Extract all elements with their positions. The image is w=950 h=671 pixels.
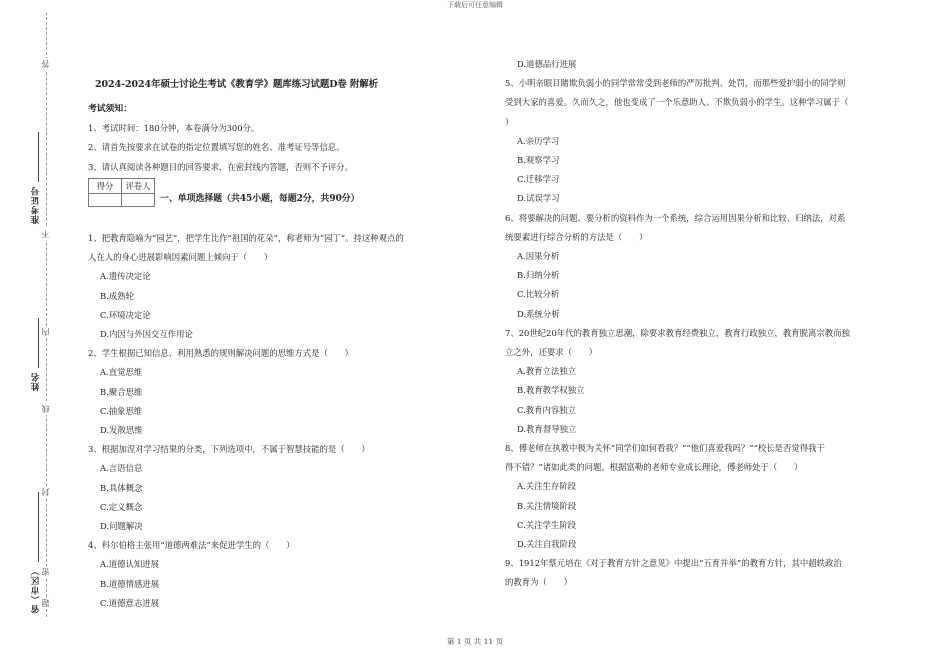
question-stem: 6、将要解决的问题、要分析的资料作为一个系统，综合运用因果分析和比较、归纳法，对系 <box>505 212 846 223</box>
province-fill-line <box>38 492 39 562</box>
page-title: 2024-2024年硕士讨论生考试《教育学》题库练习试题D卷 附解析 <box>95 79 379 90</box>
answer-option[interactable]: D.关注自我阶段 <box>517 539 577 550</box>
answer-option[interactable]: C.教育内容独立 <box>517 404 577 415</box>
answer-option[interactable]: A.亲历学习 <box>517 135 560 146</box>
notice-item: 1、考试时间：180分钟，本卷满分为300分。 <box>88 123 260 134</box>
question-stem: 的教育为（ ） <box>505 577 572 588</box>
seal-char: 线 <box>41 405 50 413</box>
answer-option[interactable]: B.观察学习 <box>517 155 560 166</box>
answer-option[interactable]: B.道德情感进展 <box>100 578 160 589</box>
answer-option[interactable]: A.直觉思维 <box>100 367 143 378</box>
seal-char: 内 <box>41 328 50 336</box>
question-stem: 人在人的身心进展影响因素问题上倾向于（ ） <box>88 252 273 263</box>
question-stem: 得不错？”诸如此类的问题。根据富勒的老师专业成长理论，傅老师处于（ ） <box>505 462 803 473</box>
answer-option[interactable]: B.聚合思维 <box>100 386 143 397</box>
answer-option[interactable]: A.道德认知进展 <box>100 559 159 570</box>
answer-option[interactable]: B.归纳分析 <box>517 270 560 281</box>
question-stem: 8、傅老师在执教中极为关怀“同学们如何看我？”“他们喜爱我吗？”“校长是否觉得我干 <box>505 443 825 454</box>
grader-input-cell[interactable] <box>122 194 155 207</box>
score-input-cell[interactable] <box>89 194 122 207</box>
name-label: 姓名 <box>31 372 41 391</box>
answer-option[interactable]: C.抽象思维 <box>100 405 143 416</box>
answer-option[interactable]: C.关注学生阶段 <box>517 519 577 530</box>
question-stem: 5、小明亲眼目睹欺负弱小的同学常常受到老师的严厉批判、处罚，而那些爱护弱小的同学则 <box>505 78 846 89</box>
question-stem: 9、1912年蔡元培在《对于教育方针之意见》中提出“五育并举”的教育方针，其中超轶政治 <box>505 558 842 569</box>
question-stem: 1、把教育隐喻为“园艺”，把学生比作“祖国的花朵”，称老师为“园丁”。持这种观点的 <box>88 233 404 243</box>
answer-option[interactable]: B.成熟轮 <box>100 290 134 301</box>
grader-cell-label: 评卷人 <box>122 179 155 194</box>
exam-notice <box>88 100 353 177</box>
score-cell-label: 得分 <box>89 179 122 194</box>
question-stem: 2、学生根据已知信息、利用熟悉的规则解决问题的思维方式是（ ） <box>88 348 353 359</box>
exam-number-label: 准考证号 <box>31 186 41 224</box>
answer-option[interactable]: D.问题解决 <box>100 521 143 532</box>
answer-option[interactable]: A.因果分析 <box>517 251 560 262</box>
answer-option[interactable]: A.遗传决定论 <box>100 271 151 282</box>
answer-option[interactable]: D.教育督导独立 <box>517 423 577 434</box>
answer-option[interactable]: C.迁移学习 <box>517 174 560 185</box>
question-stem: 7、20世纪20年代的教育独立思潮，除要求教育经费独立，教育行政独立，教育脱离宗教而独 <box>505 327 850 338</box>
seal-dashed-line <box>46 12 47 617</box>
answer-option[interactable]: A.教育立法独立 <box>517 366 576 377</box>
seal-char: 密 <box>41 568 50 576</box>
answer-option[interactable]: D.内因与外因交互作用论 <box>100 329 193 340</box>
answer-option[interactable]: A.言语信息 <box>100 463 143 474</box>
score-table <box>88 178 155 207</box>
name-fill-line <box>38 318 39 368</box>
answer-option[interactable]: B.教育教学权独立 <box>517 385 585 396</box>
answer-option[interactable]: C.道德意志进展 <box>100 597 160 608</box>
page-number: 第 1 页 共 11 页 <box>446 637 504 646</box>
question-stem: 3、根据加涅对学习结果的分类，下列选项中，不属于智慧技能的是（ ） <box>88 444 370 455</box>
answer-option[interactable]: D.道德品行进展 <box>517 59 577 69</box>
question-stem: 4、科尔伯格主张用“道德两难法”来促进学生的（ ） <box>88 540 295 551</box>
answer-option[interactable]: A.关注生存阶段 <box>517 481 576 492</box>
answer-option[interactable]: C.定义概念 <box>100 501 143 512</box>
answer-option[interactable]: D.试误学习 <box>517 193 560 204</box>
seal-char: 题 <box>41 599 50 607</box>
answer-option[interactable]: D.系统分析 <box>517 308 560 319</box>
question-stem: ） <box>505 116 514 127</box>
notice-item: 3、请认真阅读各种题目的回答要求，在密封线内答题，否则不予评分。 <box>88 161 353 172</box>
province-label: 省（市区） <box>31 566 41 614</box>
download-note: 下载后可任意编辑 <box>447 1 503 9</box>
seal-char: 封 <box>41 488 50 496</box>
answer-option[interactable]: D.发散思维 <box>100 425 143 436</box>
seal-char: 不 <box>41 230 50 238</box>
exam-number-fill-line <box>38 132 39 182</box>
question-stem: 立之外，还要求（ ） <box>505 347 598 358</box>
answer-option[interactable]: B.关注情境阶段 <box>517 500 577 511</box>
section-heading: 一、单项选择题（共45小题，每题2分，共90分） <box>160 194 360 204</box>
left-question-column <box>88 229 404 613</box>
question-stem: 统要素进行综合分析的方法是（ ） <box>505 231 648 242</box>
notice-item: 2、请首先按要求在试卷的指定位置填写您的姓名、准考证号等信息。 <box>88 142 345 153</box>
right-question-column <box>505 55 850 593</box>
answer-option[interactable]: C.环境决定论 <box>100 309 151 320</box>
answer-option[interactable]: C.比较分析 <box>517 289 560 300</box>
answer-option[interactable]: B.具体概念 <box>100 482 143 493</box>
notice-heading: 考试须知： <box>88 104 132 114</box>
binding-strip <box>0 0 70 671</box>
seal-char: 答 <box>41 60 50 68</box>
question-stem: 受到大家的喜爱。久而久之，他也变成了一个乐意助人、不欺负弱小的学生。这种学习属于（ <box>505 97 849 108</box>
